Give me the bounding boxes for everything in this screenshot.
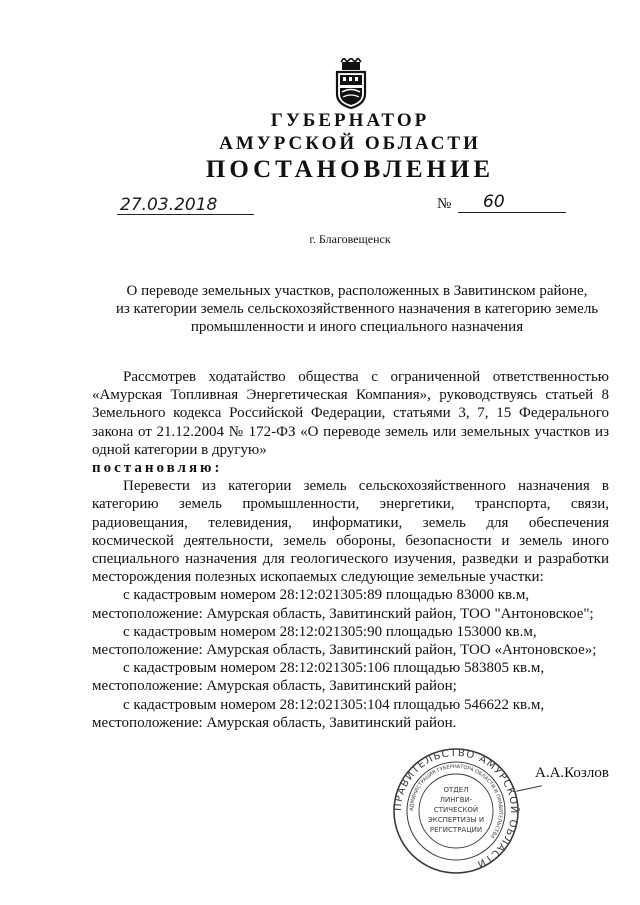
date-underline [117,214,254,215]
decree-date: 27.03.2018 [120,195,218,215]
number-label: № [437,196,452,212]
signer-name: А.А.Козлов [535,765,609,781]
preamble-paragraph: Рассмотрев ходатайство общества с ограниченной ответственностью «Амурская Топливная Энергетическая Компания», руководствуясь статьей 8 Земельного кодекса Российской Федерации, статьями 3, 7, 15 Федерального закона от 21.12.2004 № 172-ФЗ «О переводе земель или земельных участков из одной категории в другую» [92,369,609,458]
plot-location: местоположение: Амурская область, Завитинский район. [92,714,457,731]
coat-of-arms-icon [329,58,373,110]
decree-body [92,368,609,732]
decree-title: ПОСТАНОВЛЕНИЕ [205,156,495,183]
plot-location: местоположение: Амурская область, Завитинский район; [92,678,457,695]
decree-subject [92,282,622,336]
resolves-heading: постановляю: [92,460,223,477]
subject-line: промышленности и иного специального назначения [190,319,524,335]
decree-number: 60 [483,192,505,212]
signature-mark [516,785,542,791]
plot-item: с кадастровым номером 28:12:021305:106 площадью 583805 кв.м, [123,660,545,677]
stamp-center-line: ЛИНГВИ- [439,796,473,804]
stamp-inner-text: АДМИНИСТРАЦИЯ ГУБЕРНАТОРА ОБЛАСТИ И ПРАВИТЕЛЬСТВА [408,763,504,840]
plot-item: с кадастровым номером 28:12:021305:90 площадью 153000 кв.м, [123,623,537,640]
number-underline [458,212,566,213]
plot-item: с кадастровым номером 28:12:021305:89 площадью 83000 кв.м, [123,587,530,604]
subject-line: из категории земель сельскохозяйственного назначения в категорию земель [115,301,599,317]
region-title: АМУРСКОЙ ОБЛАСТИ [219,133,481,154]
stamp-center-line: ЭКСПЕРТИЗЫ И [427,816,485,824]
stamp-center-line: СТИЧЕСКОЙ [433,806,479,814]
plot-item: с кадастровым номером 28:12:021305:104 площадью 546622 кв.м, [123,696,545,713]
governor-title: ГУБЕРНАТОР [270,110,430,131]
stamp-outer-text: ПРАВИТЕЛЬСТВО АМУРСКОЙ ОБЛАСТИ [392,747,520,870]
plot-location: местоположение: Амурская область, Завитинский район, ТОО "Антоновское"; [92,605,594,622]
subject-line: О переводе земельных участков, расположенных в Завитинском районе, [126,283,588,299]
city-label: г. Благовещенск [309,232,391,246]
stamp-center-line: РЕГИСТРАЦИИ [429,826,483,834]
official-stamp [392,747,520,875]
stamp-center-line: ОТДЕЛ [443,786,469,794]
main-paragraph: Перевести из категории земель сельскохозяйственного назначения в категорию земель промышленности, энергетики, транспорта, связи, радиовещания, телевидения, информатики, земель для обеспечения космической деятельности, земель обороны, безопасности и земель иного специального назначения для геологического изучения, разведки и разработки месторождения полезных ископаемых следующие земельные участки: [92,478,609,586]
plot-location: местоположение: Амурская область, Завитинский район, ТОО «Антоновское»; [92,642,597,659]
